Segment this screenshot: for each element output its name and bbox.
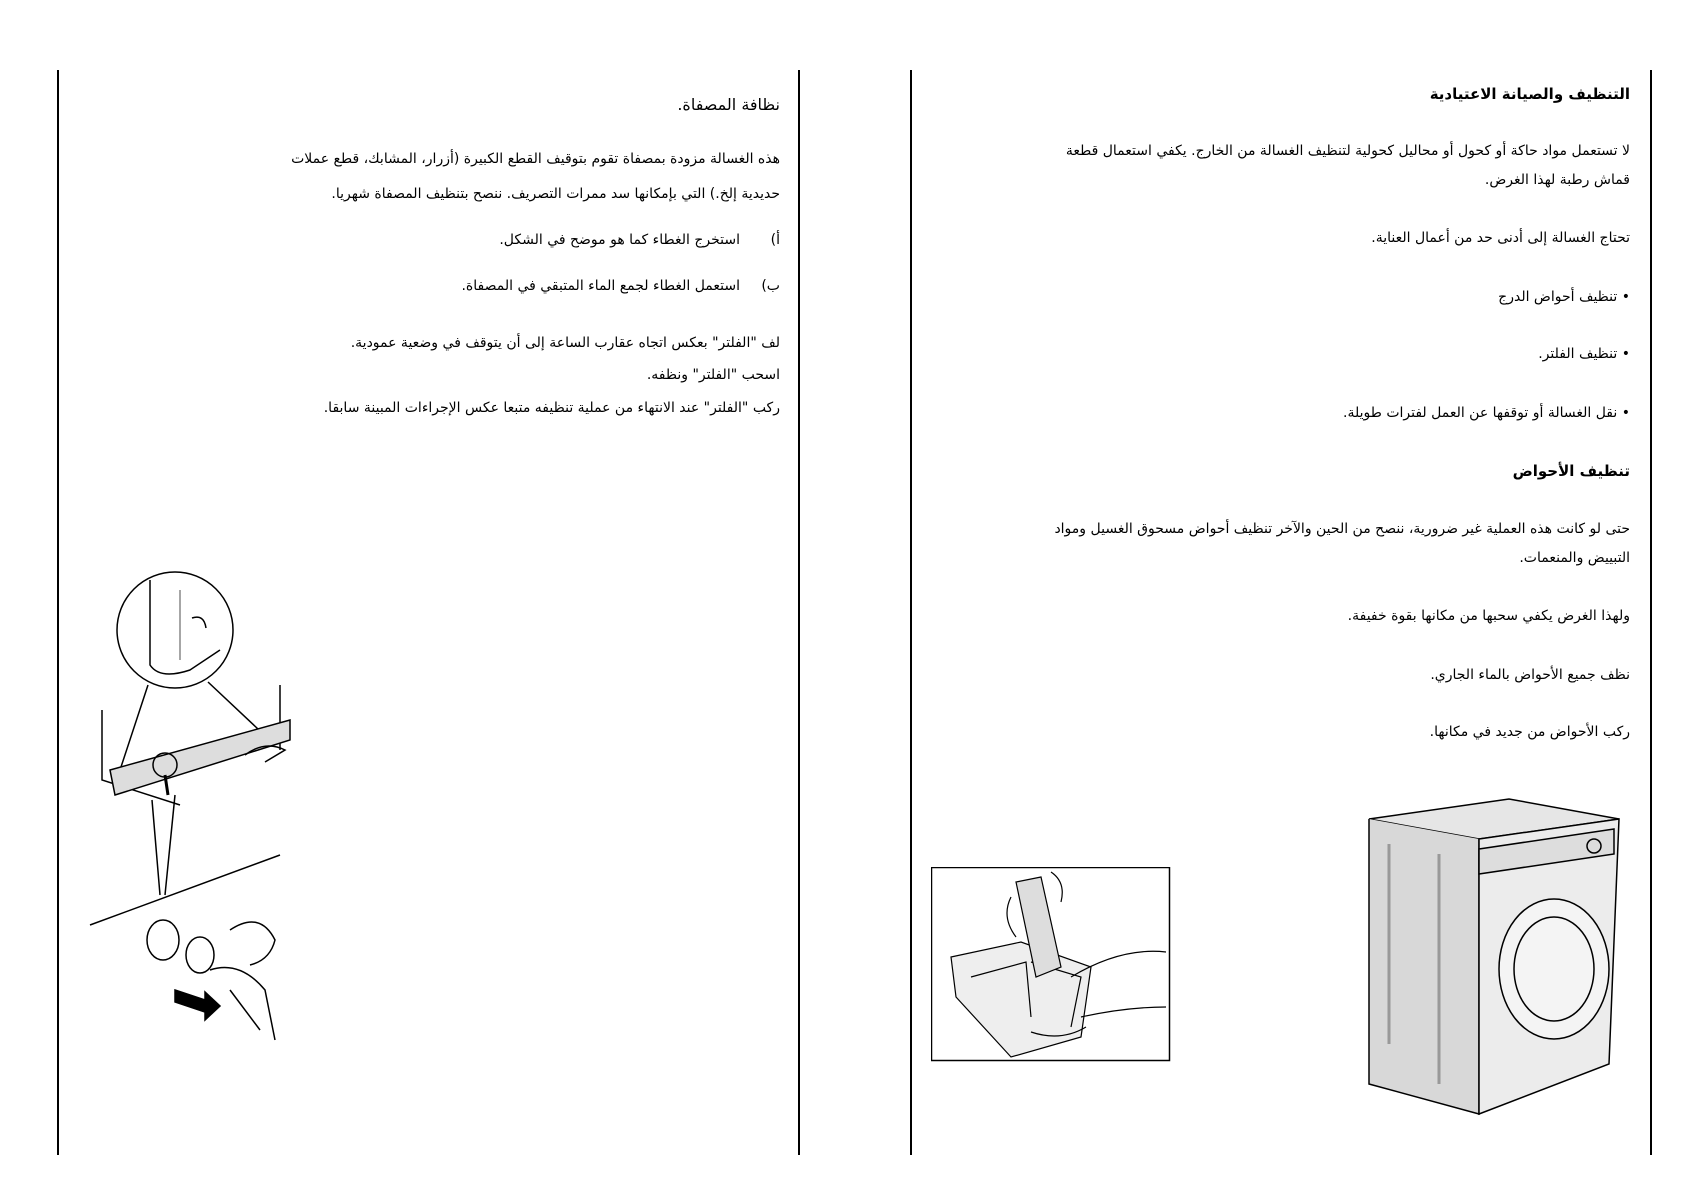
care-note: تحتاج الغسالة إلى أدنى حد من أعمال العناية. [1371, 230, 1630, 246]
item-b-marker: ب) [761, 278, 780, 294]
bullet-item: • تنظيف الفلتر. [1538, 346, 1630, 362]
drawers-text: حتى لو كانت هذه العملية غير ضرورية، ننصح من الحين والآخر تنظيف أحواض مسحوق الغسيل ومواد [1054, 521, 1630, 537]
filter-step-2: اسحب "الفلتر" ونظفه. [646, 367, 780, 383]
drawers-step-1: ولهذا الغرض يكفي سحبها من مكانها بقوة خفيفة. [1347, 608, 1630, 624]
drawers-step-3: ركب الأحواض من جديد في مكانها. [1429, 724, 1630, 740]
item-a-text: استخرج الغطاء كما هو موضح في الشكل. [499, 232, 740, 248]
drawers-text-2: التبييض والمنعمات. [1519, 550, 1630, 566]
drawers-step-2: نظف جميع الأحواض بالماء الجاري. [1430, 667, 1630, 683]
page-border-left [57, 70, 59, 1155]
detergent-drawer-illustration [931, 867, 1171, 1062]
drawers-cleaning-heading: تنظيف الأحواض [1512, 462, 1630, 480]
filter-cleaning-heading: نظافة المصفاة. [677, 95, 780, 114]
cleaning-maintenance-heading: التنظيف والصيانة الاعتيادية [1429, 85, 1630, 103]
page-border-right [1650, 70, 1652, 1155]
bullet-item: • تنظيف أحواض الدرج [1498, 289, 1630, 305]
filter-intro-text-2: حديدية إلخ.) التي بإمكانها سد ممرات التصريف. ننصح بتنظيف المصفاة شهريا. [331, 186, 780, 202]
item-a-marker: أ) [770, 232, 780, 248]
exterior-cleaning-text: لا تستعمل مواد حاكة أو كحول أو محاليل كحولية لتنظيف الغسالة من الخارج. يكفي استعمال قطعة [1065, 143, 1630, 159]
bullet-item: • نقل الغسالة أو توقفها عن العمل لفترات طويلة. [1343, 405, 1630, 421]
column-divider-right [910, 70, 912, 1155]
washing-machine-illustration [1359, 794, 1624, 1120]
filter-step-3: ركب "الفلتر" عند الانتهاء من عملية تنظيفه متبعا عكس الإجراءات المبينة سابقا. [323, 400, 780, 416]
column-divider-left [798, 70, 800, 1155]
filter-removal-illustration [80, 570, 330, 1065]
item-b-text: استعمل الغطاء لجمع الماء المتبقي في المصفاة. [461, 278, 740, 294]
filter-step-1: لف "الفلتر" بعكس اتجاه عقارب الساعة إلى أن يتوقف في وضعية عمودية. [350, 335, 780, 351]
filter-intro-text: هذه الغسالة مزودة بمصفاة تقوم بتوقيف القطع الكبيرة (أزرار، المشابك، قطع عملات [291, 151, 780, 167]
exterior-cleaning-text-2: قماش رطبة لهذا الغرض. [1484, 172, 1630, 188]
